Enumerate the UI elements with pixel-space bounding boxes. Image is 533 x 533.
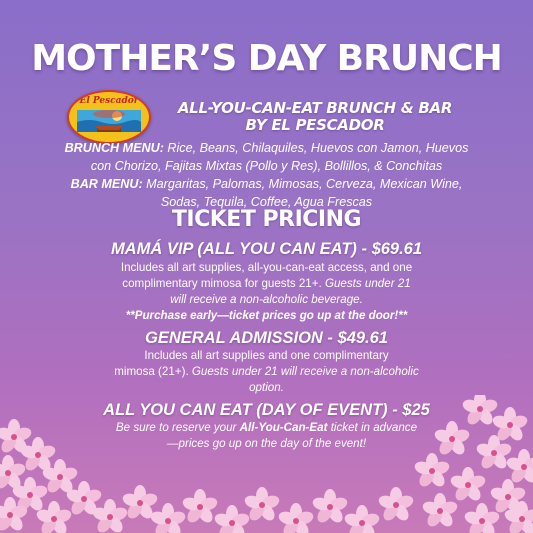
bottom-blossom-cluster (91, 485, 415, 533)
tier-day-of-line-1 (90, 420, 443, 436)
page-title: MOTHER’S DAY BRUNCH (31, 38, 502, 79)
tier-day-of-line-2-text: —prices go up on the day of the event! (166, 437, 367, 450)
tier-day-of-line-2 (90, 436, 443, 452)
tier-vip-line-2 (60, 276, 473, 292)
brunch-menu-label: BRUNCH MENU: (64, 141, 164, 155)
bar-menu-line-1 (40, 175, 493, 193)
subtitle-line-2: BY EL PESCADOR (245, 116, 385, 134)
tier-general-title: GENERAL ADMISSION - $49.61 (145, 329, 388, 347)
menu-section (40, 139, 493, 211)
logo-text: El Pescador (79, 96, 139, 106)
tier-general-line-1: Includes all art supplies and one complimentary (144, 349, 389, 362)
brunch-menu-items-2: con Chorizo, Fajitas Mixtas (Pollo y Res), Bollillos, & Conchitas (90, 159, 443, 173)
bar-menu-items-1: Margaritas, Palomas, Mimosas, Cerveza, Mexican Wine, (146, 177, 463, 191)
brunch-menu-line-1 (40, 139, 493, 157)
tier-general-line-2-plain: mimosa (21+). (114, 365, 189, 378)
tier-vip-line-3 (60, 292, 473, 308)
left-blossom-cluster (0, 419, 103, 533)
tier-day-of-line-1-post: ticket in advance (327, 421, 418, 434)
tier-day-of-title: ALL YOU CAN EAT (DAY OF EVENT) - $25 (103, 401, 430, 419)
tier-vip-line-4: **Purchase early—ticket prices go up at the door!** (125, 309, 408, 322)
tier-vip-title: MAMÁ VIP (ALL YOU CAN EAT) - $69.61 (110, 240, 423, 258)
subtitle-line-1: ALL-YOU-CAN-EAT BRUNCH & BAR (177, 99, 453, 117)
tier-general-line-3 (60, 380, 473, 396)
tier-vip-line-3-italic: will receive a non-alcoholic beverage. (170, 293, 363, 306)
tier-day-of-description (90, 420, 443, 452)
bar-menu-items-2: Sodas, Tequila, Coffee, Agua Frescas (160, 195, 373, 209)
tier-vip-line-2-italic: Guests under 21 (321, 277, 411, 290)
tier-vip-description (60, 260, 473, 324)
tier-general-line-3-italic: option. (249, 381, 284, 394)
tier-vip-line-1: Includes all art supplies, all-you-can-eat access, and one (120, 261, 413, 274)
ticket-pricing-heading: TICKET PRICING (171, 207, 362, 232)
bar-menu-label: BAR MENU: (70, 177, 143, 191)
tier-vip-line-2-plain: complimentary mimosa for guests 21+. (122, 277, 322, 290)
tier-day-of-line-1-pre: Be sure to reserve your (115, 421, 240, 434)
el-pescador-logo (67, 90, 151, 144)
tier-day-of-line-1-bold: All-You-Can-Eat (239, 421, 328, 434)
tier-general-line-2 (60, 364, 473, 380)
brunch-menu-items-1: Rice, Beans, Chilaquiles, Huevos con Jamon, Huevos (167, 141, 469, 155)
tier-general-description (60, 348, 473, 396)
event-subtitle (150, 100, 480, 134)
tier-general-line-2-italic: Guests under 21 will receive a non-alcoholic (188, 365, 419, 378)
